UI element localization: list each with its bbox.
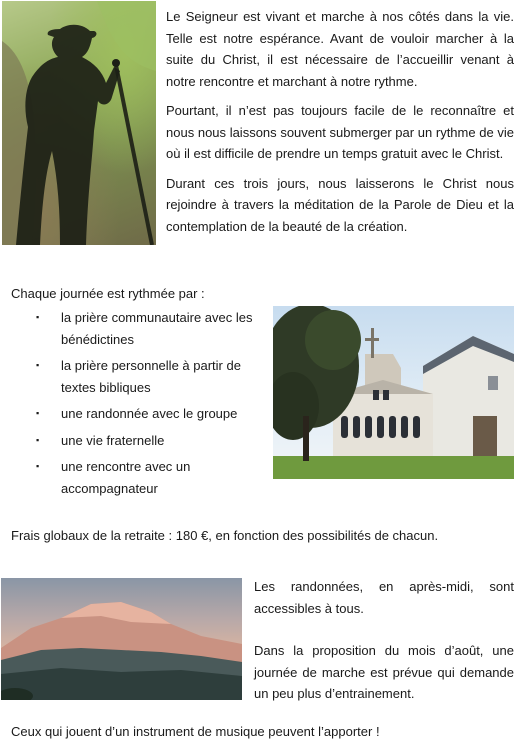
abbey-illustration [273,306,514,479]
intro-paragraph: Le Seigneur est vivant et marche à nos côtés dans la vie. Telle est notre espérance. Avant de vouloir marcher à la suite du Christ, il est nécessaire de l’accueillir venant à notre rencontre et marchant à notre rythme. [166,9,514,89]
bullet-icon: ▪ [36,312,40,322]
list-item [11,307,266,350]
list-item [11,430,266,452]
mountain-photo [1,578,242,700]
hikes-paragraph: Les randonnées, en après-midi, sont accessibles à tous. [254,579,514,616]
list-item-text: une vie fraternelle [61,432,165,448]
intro-paragraph: Durant ces trois jours, nous laisserons le Christ nous rejoindre à travers la méditation de la Parole de Dieu et la contemplation de la beauté de la création. [166,175,514,234]
intro-paragraph: Pourtant, il n’est pas toujours facile de le reconnaître et nous nous laissons souvent submerger par un rythme de vie où il est difficile de prendre un temps gratuit avec le Christ. [166,103,514,161]
intro-text-block [166,6,514,245]
hikes-paragraph: Dans la proposition du mois d’août, une journée de marche est prévue qui demande un peu plus d’entrainement. [254,643,514,701]
closing-line: Ceux qui jouent d’un instrument de musique peuvent l’apporter ! [11,724,380,739]
list-item-text: une randonnée avec le groupe [61,406,238,421]
list-item [11,355,266,398]
hiker-shadow-illustration [2,1,156,245]
bullet-icon: ▪ [36,434,40,445]
abbey-photo [273,306,514,479]
fees-line: Frais globaux de la retraite : 180 €, en fonction des possibilités de chacun. [11,528,439,543]
bullet-icon: ▪ [36,461,40,471]
mountain-illustration [1,578,242,700]
list-item-text: une rencontre avec un accompagnateur [61,459,191,496]
list-item-text: la prière communautaire avec les bénédictines [61,310,253,347]
hiker-shadow-photo [2,1,156,245]
list-item [11,456,266,499]
bullet-icon: ▪ [36,408,40,418]
list-item [11,403,266,425]
activities-list [11,307,266,504]
daily-rhythm-heading: Chaque journée est rythmée par : [11,286,205,301]
bullet-icon: ▪ [36,360,40,370]
hikes-text-block [254,576,514,713]
list-item-text: la prière personnelle à partir de textes bibliques [61,358,241,395]
